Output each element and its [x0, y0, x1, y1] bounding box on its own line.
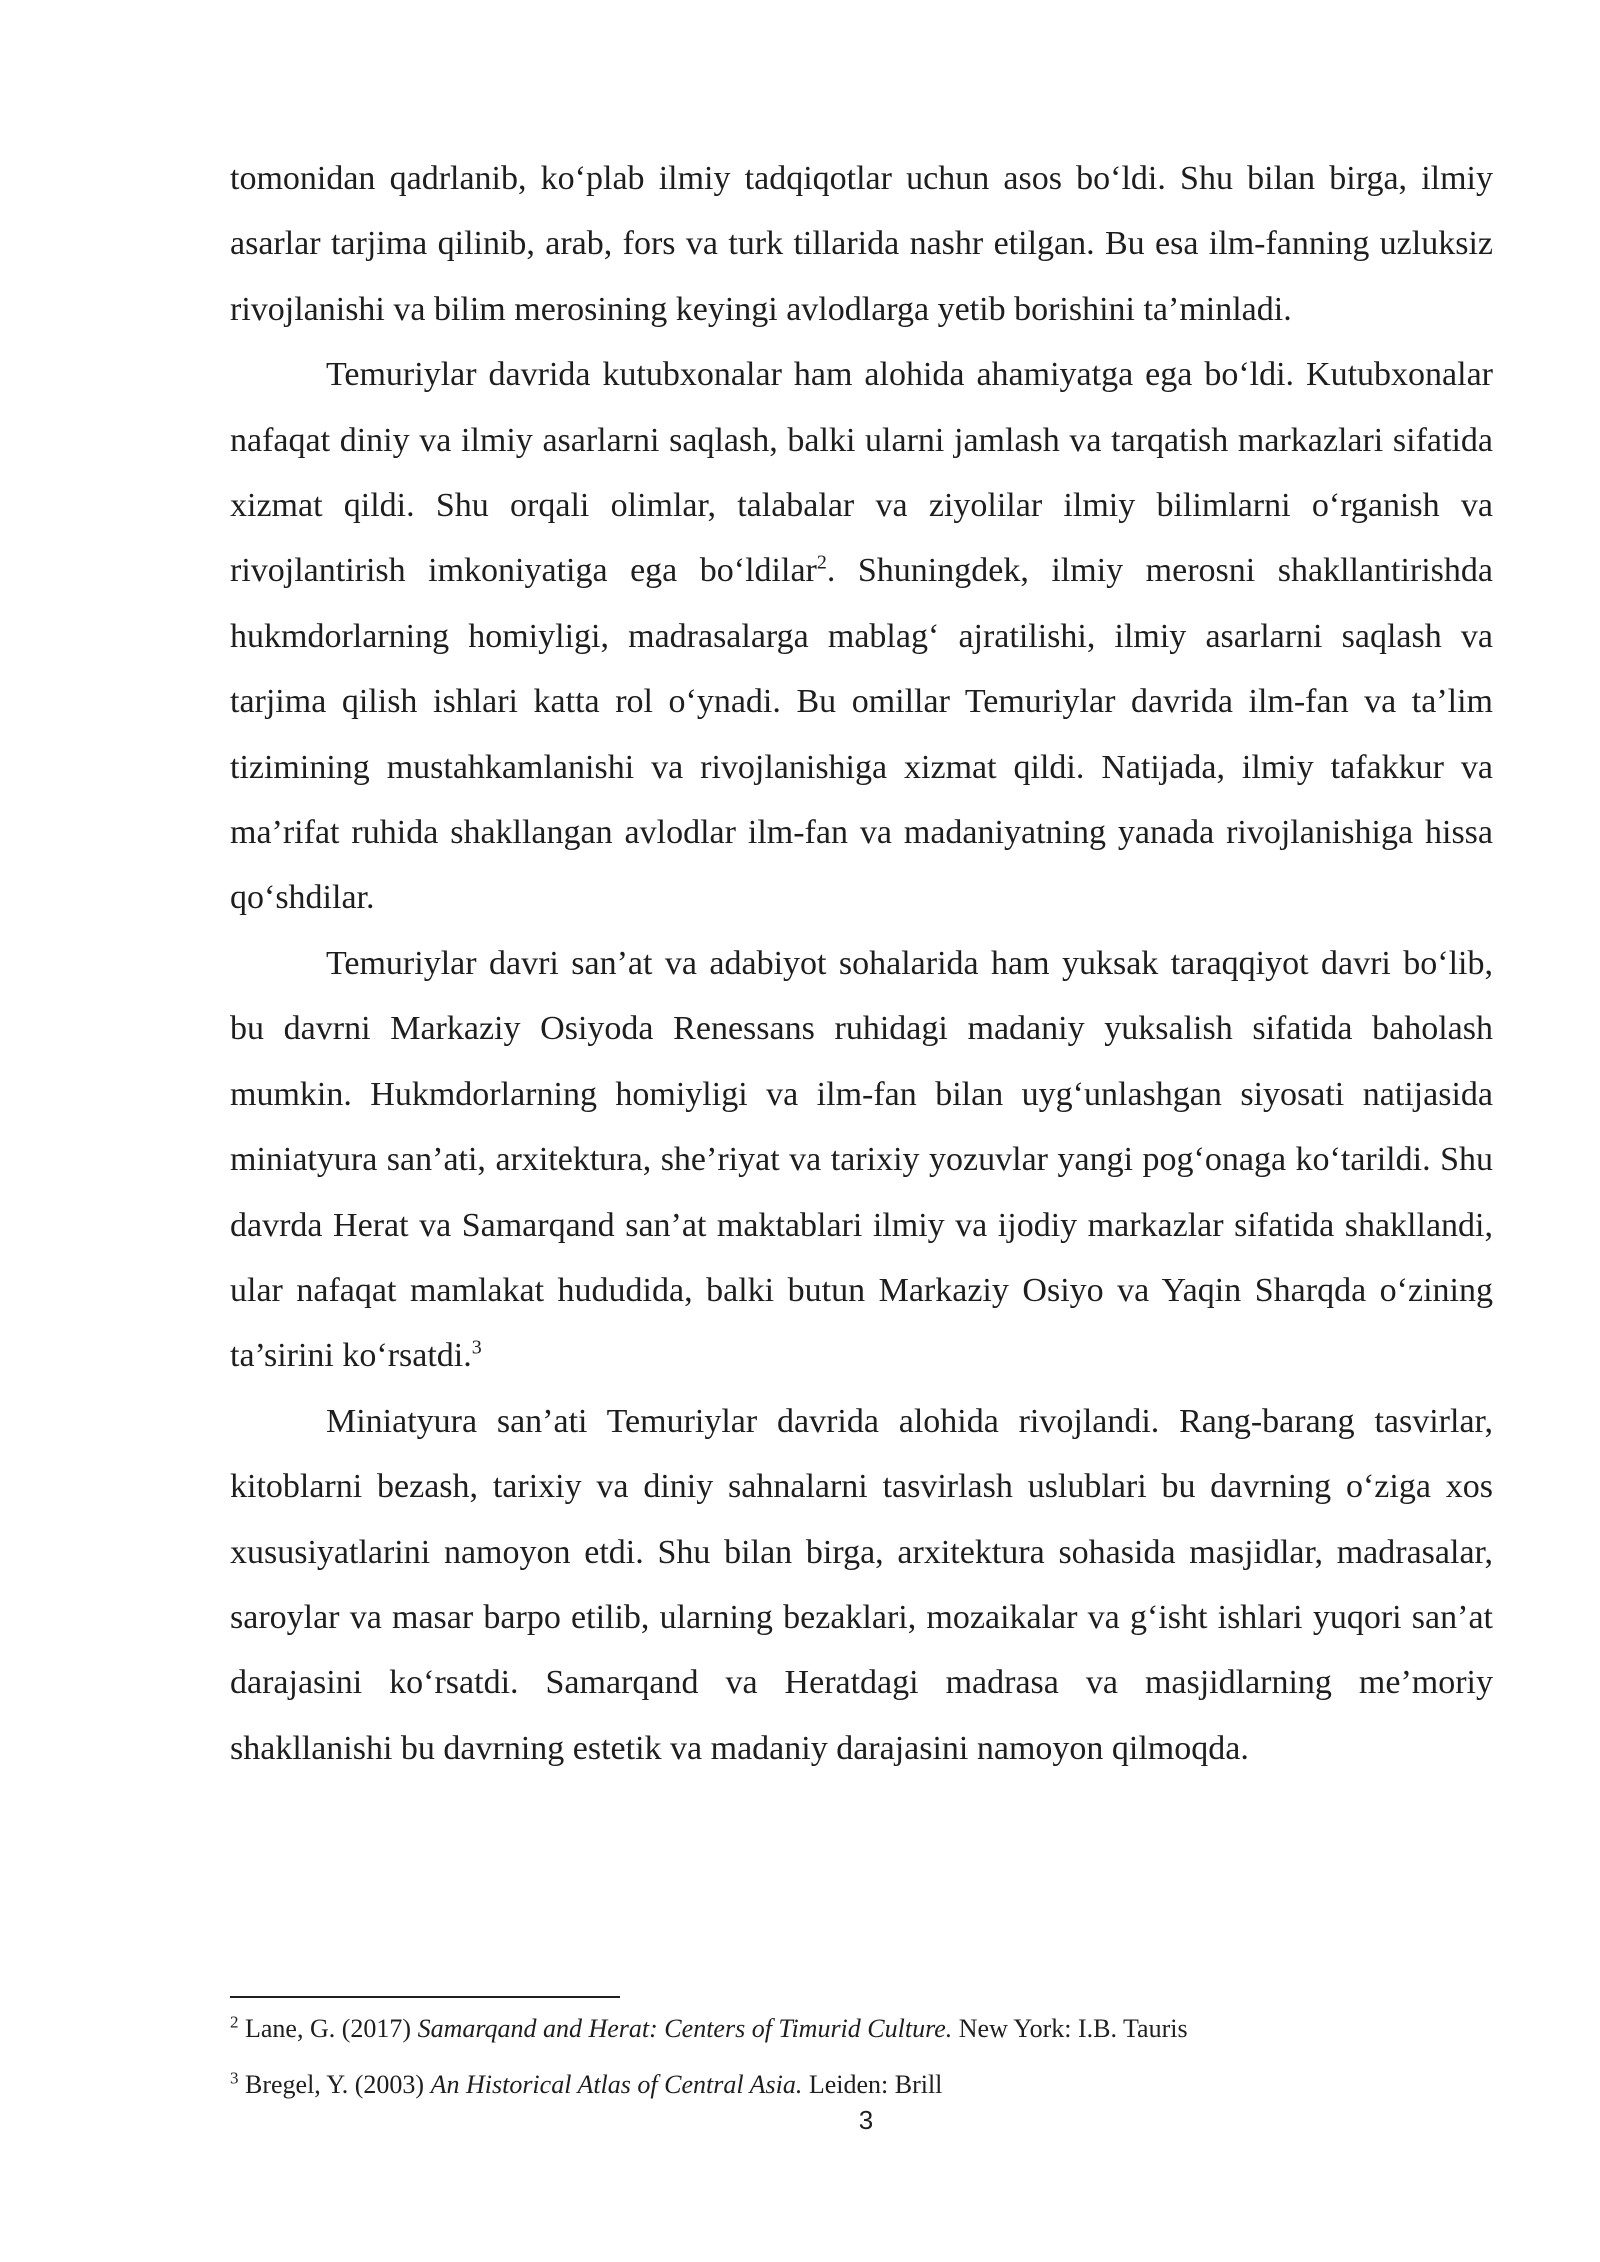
paragraph: Temuriylar davri san’at va adabiyot sohalarida ham yuksak taraqqiyot davri bo‘lib, bu davrni Markaziy Osiyoda Renessans ruhidagi madaniy yuksalish sifatida baholash mumkin. Hukmdorlarning homiyligi va ilm-fan bilan uyg‘unlashgan siyosati natijasida miniatyura san’ati, arxitektura, she’riyat va tarixiy yozuvlar yangi pog‘onaga ko‘tarildi. Shu davrda Herat va Samarqand san’at maktablari ilmiy va ijodiy markazlar sifatida shakllandi, ular nafaqat mamlakat hududida, balki butun Markaziy Osiyo va Yaqin Sharqda o‘zining ta’sirini ko‘rsatdi.$^3$ [230, 944, 1493, 1375]
footnote-ref[interactable]: 3 [471, 1336, 482, 1359]
footnote-title: Samarqand and Herat: Centers of Timurid Culture. [417, 2014, 953, 2043]
paragraph: tomonidan qadrlanib, ko‘plab ilmiy tadqiqotlar uchun asos bo‘ldi. Shu bilan birga, ilmiy asarlar tarjima qilinib, arab, fors va turk tillarida nashr etilgan. Bu esa ilm-fanning uzluksiz rivojlanishi va bilim merosining keyingi avlodlarga yetib borishini ta’minladi. [230, 160, 1493, 328]
paragraph: Miniatyura san’ati Temuriylar davrida alohida rivojlandi. Rang-barang tasvirlar, kitoblarni bezash, tarixiy va diniy sahnalarni tasvirlash uslublari bu davrning o‘ziga xos xususiyatlarini namoyon etdi. Shu bilan birga, arxitektura sohasida masjidlar, madrasalar, saroylar va masar barpo etilib, ularning bezaklari, mozaikalar va g‘isht ishlari yuqori san’at darajasini ko‘rsatdi. Samarqand va Heratdagi madrasa va masjidlarning me’moriy shakllanishi bu davrning estetik va madaniy darajasini namoyon qilmoqda. [230, 1402, 1493, 1767]
footnote-title: An Historical Atlas of Central Asia. [430, 2070, 803, 2099]
body-text [230, 146, 1493, 1781]
page-number: 3 [858, 2105, 874, 2135]
footnote-number: 3 [230, 2068, 239, 2088]
footnote-ref[interactable]: 2 [816, 552, 827, 575]
footnote-separator [230, 1996, 620, 1998]
footnote: $^3$ Bregel, Y. (2003) An Historical Atlas of Central Asia. Leiden: Brill [230, 2068, 943, 2099]
paragraph: Temuriylar davrida kutubxonalar ham alohida ahamiyatga ega bo‘ldi. Kutubxonalar nafaqat diniy va ilmiy asarlarni saqlash, balki ularni jamlash va tarqatish markazlari sifatida xizmat qildi. Shu orqali olimlar, talabalar va ziyolilar ilmiy bilimlarni o‘rganish va rivojlantirish imkoniyatiga ega bo‘ldilar$^2$. Shuningdek, ilmiy merosni shakllantirishda hukmdorlarning homiyligi, madrasalarga mablag‘ ajratilishi, ilmiy asarlarni saqlash va tarjima qilish ishlari katta rol o‘ynadi. Bu omillar Temuriylar davrida ilm-fan va ta’lim tizimining mustahkamlanishi va rivojlanishiga xizmat qildi. Natijada, ilmiy tafakkur va ma’rifat ruhida shakllangan avlodlar ilm-fan va madaniyatning yanada rivojlanishiga hissa qo‘shdilar. [230, 356, 1493, 917]
footnote: $^2$ Lane, G. (2017) Samarqand and Herat: Centers of Timurid Culture. New York: I.B. Tauris [230, 2012, 1188, 2043]
footnote-number: 2 [230, 2012, 239, 2032]
